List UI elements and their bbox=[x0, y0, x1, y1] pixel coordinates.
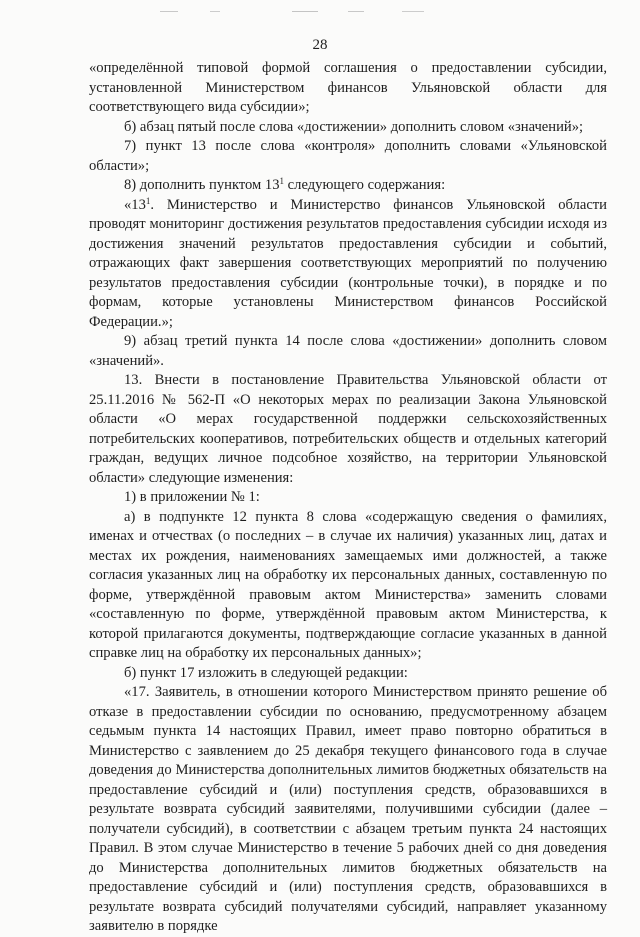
paragraph-7: 7) пункт 13 после слова «контроля» дополнить словами «Ульяновской области»; bbox=[89, 138, 607, 174]
page-number: 28 bbox=[312, 37, 328, 53]
document-body bbox=[89, 59, 607, 937]
paragraph-13-1-appendix: 1) в приложении № 1: bbox=[124, 489, 260, 505]
paragraph-13: 13. Внести в постановление Правительства Ульяновской области от 25.11.2016 № 562-П «О некоторых мерах по реализации Закона Ульяновской области «О мерах государственной поддержки сельскохозяйственных потребительских кооперативов, потребительских обществ и отдельных категорий граждан, ведущих личное подсобное хозяйство, на территории Ульяновской области» следующие изменения: bbox=[89, 372, 607, 486]
paragraph-8-text-start: 8) дополнить пунктом 13 bbox=[124, 177, 280, 193]
paragraph-13-1-superscript: 1 bbox=[145, 195, 151, 206]
paragraph-13-1-text-start: «13 bbox=[124, 196, 146, 213]
paragraph-13-1b: б) пункт 17 изложить в следующей редакции: bbox=[124, 664, 408, 681]
scan-specks bbox=[0, 10, 640, 14]
paragraph-8 bbox=[89, 176, 607, 196]
paragraph-8-text-end: следующего содержания: bbox=[284, 177, 446, 193]
paragraph-8-superscript: 1 bbox=[279, 176, 285, 186]
paragraph-9: 9) абзац третий пункта 14 после слова «достижении» дополнить словом «значений». bbox=[89, 333, 607, 369]
paragraph-continuation: «определённой типовой формой соглашения о предоставлении субсидии, установленной Министерством финансов Ульяновской области для соответствующего вида субсидии»; bbox=[89, 60, 607, 115]
paragraph-13-1-text-end: . Министерство и Министерство финансов Ульяновской области проводят мониторинг достижения результатов предоставления субсидии исходя из достижения значений результатов предоставления субсидии и событий, отражающих факт завершения соответствующих мероприятий по получению результатов предоставления субсидии (контрольные точки), в порядке и по формам, которые установлены Министерством финансов Российской Федерации.»; bbox=[89, 196, 607, 330]
paragraph-5b: б) абзац пятый после слова «достижении» дополнить словом «значений»; bbox=[124, 118, 584, 135]
paragraph-17: «17. Заявитель, в отношении которого Министерством принято решение об отказе в предоставлении субсидии по основанию, предусмотренному абзацем седьмым пункта 14 настоящих Правил, имеет право повторно обратиться в Министерство с заявлением до 25 декабря текущего финансового года в случае доведения до Министерства дополнительных лимитов бюджетных обязательств на предоставление субсидий и (или) поступления средств, образовавшихся в результате возврата субсидий заявителями, получившими субсидии (далее – получатели субсидий), в соответствии с абзацем третьим пункта 24 настоящих Правил. В этом случае Министерство в течение 5 рабочих дней со дня доведения до Министерства дополнительных лимитов бюджетных обязательств на предоставление субсидий и (или) поступления средств, образовавшихся в результате возврата субсидий получателями субсидий, направляет указанному заявителю в порядке bbox=[89, 684, 607, 934]
paragraph-13-1a: а) в подпункте 12 пункта 8 слова «содержащую сведения о фамилиях, именах и отчествах (о последних – в случае их наличия) указанных лиц, датах и местах их рождения, наименованиях замещаемых ими должностей, а также согласия указанных лиц на обработку их персональных данных, составленную по форме, утверждённой правовым актом Министерства» заменить словами «составленную по форме, утверждённой правовым актом Министерства, к которой прилагаются документы, подтверждающие согласие указанных в данной справке лиц на обработку их персональных данных»; bbox=[89, 508, 607, 661]
paragraph-13-1 bbox=[89, 196, 607, 333]
